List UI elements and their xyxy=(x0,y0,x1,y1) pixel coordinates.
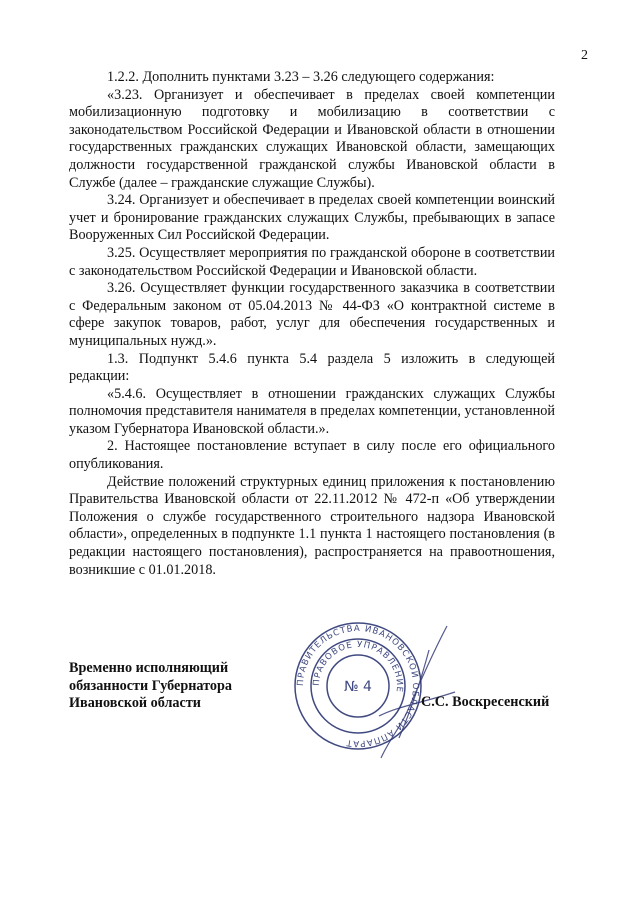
signer-position-line: Ивановской области xyxy=(69,695,201,712)
seal-outer-text: ПРАВИТЕЛЬСТВА ИВАНОВСКОЙ ОБЛАСТИ АППАРАТ xyxy=(295,623,421,749)
paragraph: Действие положений структурных единиц приложения к постановлению Правительства Ивановской области от 22.11.2012 № 472-п «Об утверждении Положения о службе государственного строительного надзора Ивановской области», определенных в подпункте 1.1 пункта 1 настоящего постановления (в редакции настоящего постановления), распространяется на правоотношения, возникшие с 01.01.2018. xyxy=(69,473,555,578)
paragraph: 1.2.2. Дополнить пунктами 3.23 – 3.26 следующего содержания: xyxy=(107,69,495,85)
paragraph: «5.4.6. Осуществляет в отношении гражданских служащих Службы полномочия представителя нанимателя в пределах компетенции, установленной указом Губернатора Ивановской области.». xyxy=(69,385,555,437)
signer-position xyxy=(69,660,232,713)
seal-center-text: № 4 xyxy=(344,679,372,695)
document-body xyxy=(69,69,555,579)
paragraph: 3.25. Осуществляет мероприятия по гражданской обороне в соответствии с законодательством Российской Федерации и Ивановской области. xyxy=(69,244,555,279)
paragraph: 2. Настоящее постановление вступает в силу после его официального опубликования. xyxy=(69,438,555,473)
paragraph: 1.3. Подпункт 5.4.6 пункта 5.4 раздела 5 изложить в следующей редакции: xyxy=(69,350,555,385)
signer-position-line: обязанности Губернатора xyxy=(69,677,232,694)
signer-name: С.С. Воскресенский xyxy=(421,694,550,710)
paragraph: «3.23. Организует и обеспечивает в пределах своей компетенции мобилизационную подготовку и мобилизацию в соответствии с законодательством Российской Федерации и Ивановской области в отношении государственных гражданских служащих Ивановской области, замещающих должности государственной гражданской службы Ивановской области в Службе (далее – гражданские служащие Службы). xyxy=(69,86,555,191)
paragraph: 3.26. Осуществляет функции государственного заказчика в соответствии с Федеральным законом от 05.04.2013 № 44-ФЗ «О контрактной системе в сфере закупок товаров, работ, услуг для обеспечения государственных и муниципальных нужд.». xyxy=(69,280,555,349)
signer-position-line: Временно исполняющий xyxy=(69,660,229,676)
paragraph: 3.24. Организует и обеспечивает в пределах своей компетенции воинский учет и бронирование гражданских служащих Службы, пребывающих в запасе Вооруженных Сил Российской Федерации. xyxy=(69,192,555,244)
page-number: 2 xyxy=(581,48,588,63)
signature-block xyxy=(69,623,569,770)
seal-inner-text: ПРАВОВОЕ УПРАВЛЕНИЕ xyxy=(311,639,405,694)
